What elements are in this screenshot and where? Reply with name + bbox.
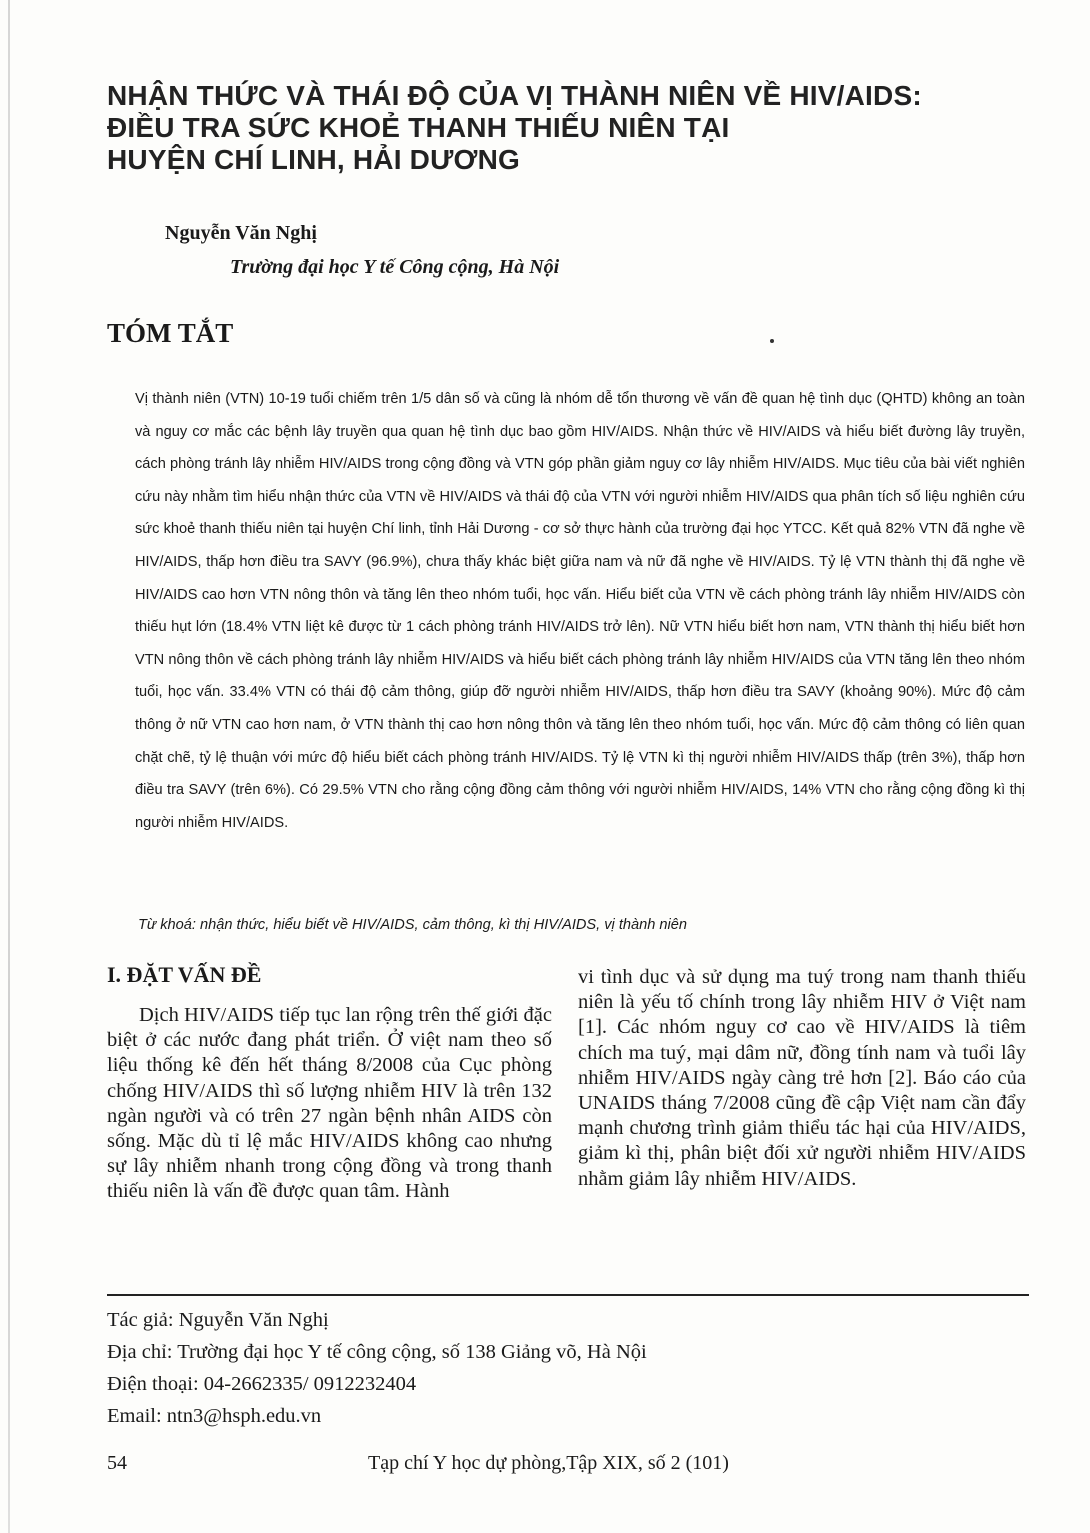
title-line-3: HUYỆN CHÍ LINH, HẢI DƯƠNG: [107, 144, 521, 175]
body-column-left: Dịch HIV/AIDS tiếp tục lan rộng trên thế giới đặc biệt ở các nước đang phát triển. Ở việt nam theo số liệu thống kê đến hết tháng 8/2008 của Cục phòng chống HIV/AIDS thì số lượng nhiễm HIV là trên 132 ngàn người và có trên 27 ngàn bệnh nhân AIDS còn sống. Mặc dù tỉ lệ mắc HIV/AIDS không cao nhưng sự lây nhiễm nhanh trong cộng đồng và trong thanh thiếu niên là vấn đề được quan tâm. Hành: [107, 1004, 552, 1203]
author-name: Nguyễn Văn Nghị: [165, 222, 317, 244]
footnote-divider: [107, 1294, 1029, 1296]
contact-email: Email: ntn3@hsph.edu.vn: [107, 1405, 322, 1427]
abstract-heading: TÓM TẮT: [107, 318, 234, 348]
abstract-text: Vị thành niên (VTN) 10-19 tuổi chiếm trên 1/5 dân số và cũng là nhóm dễ tổn thương về vấn đề quan hệ tình dục (QHTD) không an toàn và nguy cơ mắc các bệnh lây truyền qua quan hệ tình dục bao gồm HIV/AIDS. Nhận thức về HIV/AIDS và hiểu biết đường lây truyền, cách phòng tránh lây nhiễm HIV/AIDS trong cộng đồng và VTN góp phần giảm nguy cơ lây nhiễm HIV/AIDS. Mục tiêu của bài viết nghiên cứu này nhằm tìm hiểu nhận thức của VTN về HIV/AIDS và thái độ của VTN với người nhiễm HIV/AIDS qua phân tích số liệu nghiên cứu sức khoẻ thanh thiếu niên tại huyện Chí linh, tỉnh Hải Dương - cơ sở thực hành của trường đại học YTCC. Kết quả 82% VTN đã nghe về HIV/AIDS, thấp hơn điều tra SAVY (96.9%), chưa thấy khác biệt giữa nam và nữ đã nghe về HIV/AIDS. Tỷ lệ VTN thành thị đã nghe về HIV/AIDS cao hơn VTN nông thôn và tăng lên theo nhóm tuổi, học vấn. Hiểu biết của VTN về cách phòng tránh lây nhiễm HIV/AIDS còn thiếu hụt lớn (18.4% VTN liệt kê được từ 1 cách phòng tránh HIV/AIDS trở lên). Nữ VTN hiểu biết hơn nam, VTN thành thị hiểu biết hơn VTN nông thôn về cách phòng tránh lây nhiễm HIV/AIDS và hiểu biết cách phòng tránh lây nhiễm HIV/AIDS của VTN tăng lên theo nhóm tuổi, học vấn. 33.4% VTN có thái độ cảm thông, giúp đỡ người nhiễm HIV/AIDS, thấp hơn điều tra SAVY (khoảng 90%). Mức độ cảm thông ở nữ VTN cao hơn nam, ở VTN thành thị cao hơn nông thôn và tăng lên theo nhóm tuổi, học vấn. Mức độ cảm thông có liên quan chặt chẽ, tỷ lệ thuận với mức độ hiểu biết cách phòng tránh HIV/AIDS. Tỷ lệ VTN kì thị người nhiễm HIV/AIDS thấp (trên 3%), thấp hơn điều tra SAVY (trên 6%). Có 29.5% VTN cho rằng cộng đồng cảm thông với người nhiễm HIV/AIDS, 14% VTN cho rằng cộng đồng kì thị người nhiễm HIV/AIDS.: [135, 391, 1025, 831]
scan-speck: [770, 339, 774, 343]
body-column-right: vi tình dục và sử dụng ma tuý trong nam thanh thiếu niên là yếu tố chính trong lây nhiễm HIV ở Việt nam [1]. Các nhóm nguy cơ cao về HIV/AIDS là tiêm chích ma tuý, mại dâm nữ, đồng tính nam và tuổi lây nhiễm HIV/AIDS ngày càng trẻ hơn [2]. Báo cáo của UNAIDS tháng 7/2008 cũng đề cập Việt nam cần đẩy mạnh chương trình giảm thiểu tác hại của HIV/AIDS, giảm kì thị, phân biệt đối xử người nhiễm HIV/AIDS nhằm giảm lây nhiễm HIV/AIDS.: [578, 966, 1026, 1190]
title-line-2: ĐIỀU TRA SỨC KHOẺ THANH THIẾU NIÊN TẠI: [107, 112, 730, 143]
section-heading: I. ĐẶT VẤN ĐỀ: [107, 962, 262, 987]
title-line-1: NHẬN THỨC VÀ THÁI ĐỘ CỦA VỊ THÀNH NIÊN VỀ HIV/AIDS:: [107, 80, 922, 111]
contact-phone: Điện thoại: 04-2662335/ 0912232404: [107, 1373, 417, 1395]
paper-title: [107, 80, 1007, 176]
page-number: 54: [107, 1452, 127, 1474]
contact-author: Tác giả: Nguyễn Văn Nghị: [107, 1309, 329, 1331]
scan-edge: [8, 0, 10, 1533]
author-affiliation: Trường đại học Y tế Công cộng, Hà Nội: [230, 256, 560, 278]
keywords: Từ khoá: nhận thức, hiểu biết về HIV/AIDS, cảm thông, kì thị HIV/AIDS, vị thành niên: [138, 917, 688, 933]
contact-block: [107, 1304, 647, 1432]
contact-address: Địa chỉ: Trường đại học Y tế công cộng, số 138 Giảng võ, Hà Nội: [107, 1341, 647, 1363]
journal-name: Tạp chí Y học dự phòng,Tập XIX, số 2 (101): [368, 1452, 729, 1474]
